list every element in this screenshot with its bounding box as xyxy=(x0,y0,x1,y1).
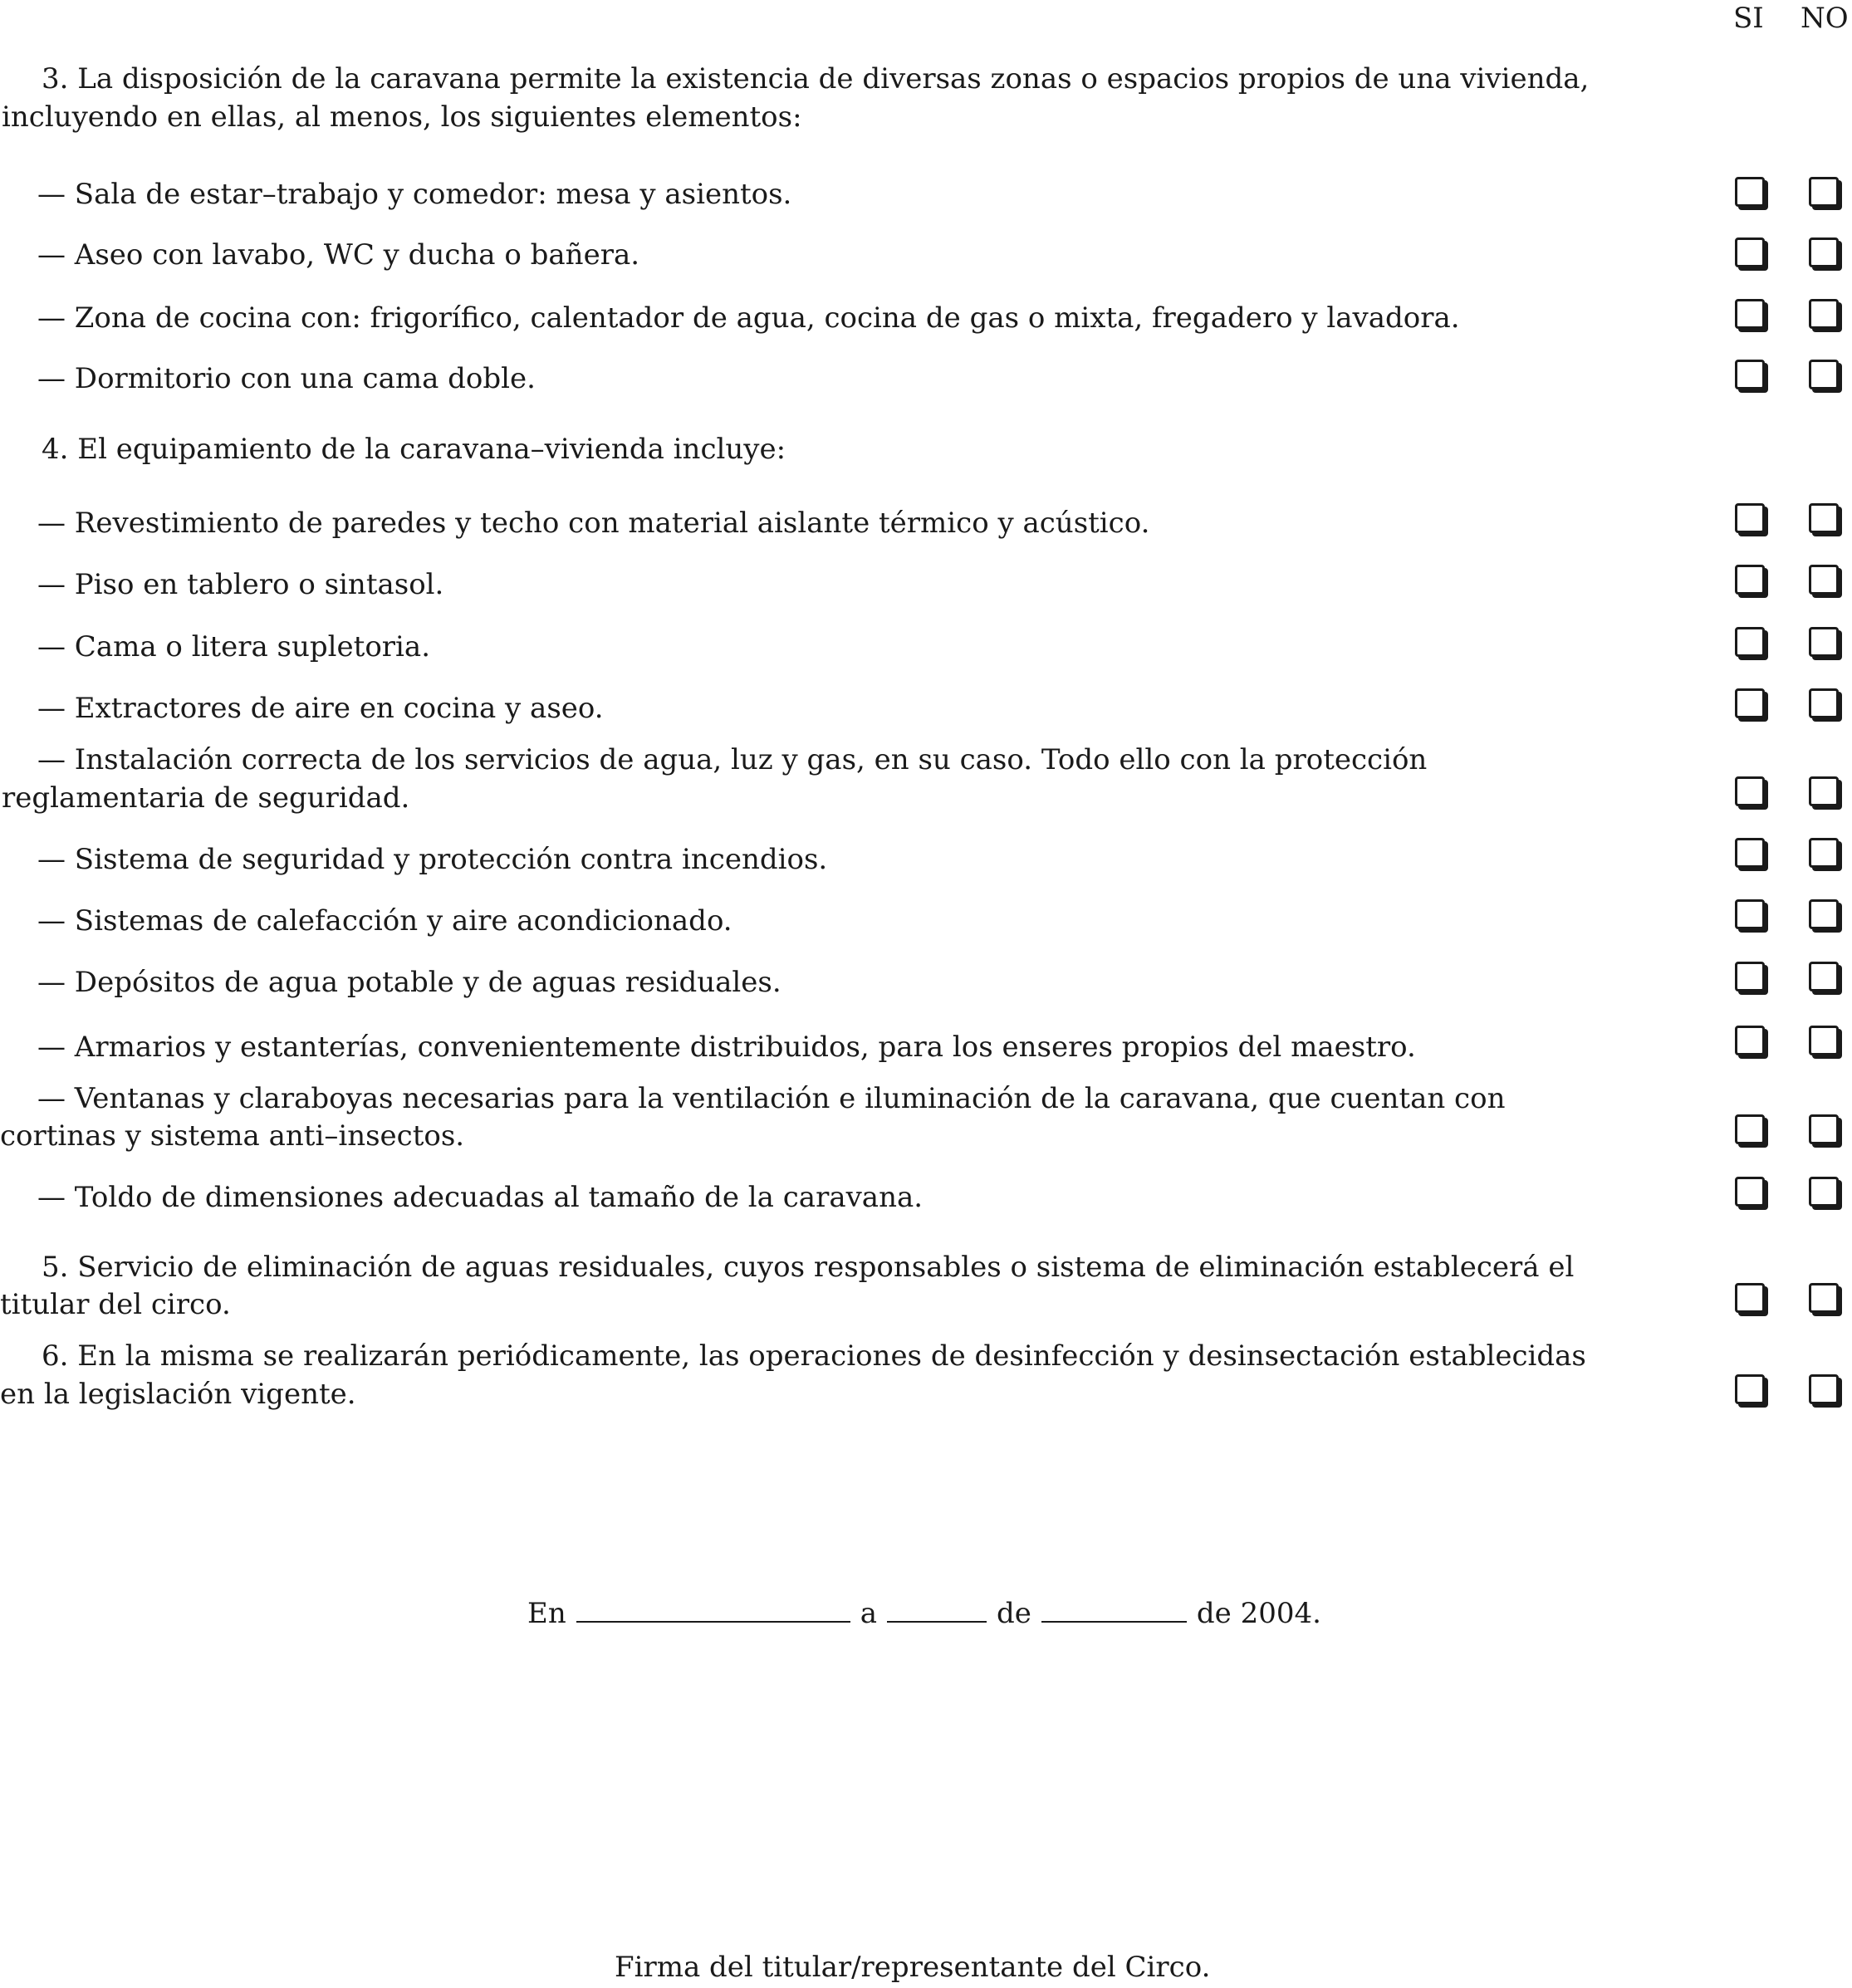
day-blank[interactable] xyxy=(887,1594,987,1623)
month-blank[interactable] xyxy=(1041,1594,1187,1623)
item3-cocina-no-checkbox[interactable] xyxy=(1809,299,1839,329)
item4-ventanas-no-checkbox[interactable] xyxy=(1809,1114,1839,1144)
item3-dormitorio-no-checkbox[interactable] xyxy=(1809,360,1839,389)
item4-toldo-no-checkbox[interactable] xyxy=(1809,1177,1839,1207)
item6-line2: en la legislación vigente. xyxy=(0,1378,356,1411)
item3-aseo-si-checkbox[interactable] xyxy=(1735,237,1765,267)
item4-instalacion-line2: reglamentaria de seguridad. xyxy=(2,781,410,815)
item4-revestimiento-si-checkbox[interactable] xyxy=(1735,503,1765,533)
item3-row-aseo: — Aseo con lavabo, WC y ducha o bañera. xyxy=(37,238,640,272)
item5-si-checkbox[interactable] xyxy=(1735,1283,1765,1313)
item4-armarios-si-checkbox[interactable] xyxy=(1735,1026,1765,1055)
item4-instalacion-line1: — Instalación correcta de los servicios de agua, luz y gas, en su caso. Todo ello con la protección xyxy=(37,743,1428,776)
item3-row-dormitorio: — Dormitorio con una cama doble. xyxy=(37,362,536,395)
item4-depositos-no-checkbox[interactable] xyxy=(1809,962,1839,992)
item3-dormitorio-si-checkbox[interactable] xyxy=(1735,360,1765,389)
date-line xyxy=(527,1594,1321,1633)
item4-piso-si-checkbox[interactable] xyxy=(1735,565,1765,595)
item4-extractores-no-checkbox[interactable] xyxy=(1809,688,1839,718)
item3-sala-no-checkbox[interactable] xyxy=(1809,177,1839,207)
item4-incendios-si-checkbox[interactable] xyxy=(1735,838,1765,868)
place-blank[interactable] xyxy=(576,1594,850,1623)
item4-row-incendios: — Sistema de seguridad y protección contra incendios. xyxy=(37,843,828,876)
item4-ventanas-line2: cortinas y sistema anti–insectos. xyxy=(0,1119,465,1153)
item4-armarios-no-checkbox[interactable] xyxy=(1809,1026,1839,1055)
item4-instalacion-si-checkbox[interactable] xyxy=(1735,776,1765,806)
item4-title: 4. El equipamiento de la caravana–vivienda incluye: xyxy=(42,433,786,466)
item4-row-calefaccion: — Sistemas de calefacción y aire acondicionado. xyxy=(37,904,732,938)
item4-toldo-si-checkbox[interactable] xyxy=(1735,1177,1765,1207)
date-year-label: de 2004. xyxy=(1196,1597,1321,1630)
item4-cama-no-checkbox[interactable] xyxy=(1809,627,1839,657)
item4-ventanas-line1: — Ventanas y claraboyas necesarias para la ventilación e iluminación de la caravana, que cuentan con xyxy=(37,1082,1506,1115)
item4-row-armarios: — Armarios y estanterías, convenientemente distribuidos, para los enseres propios del maestro. xyxy=(37,1031,1416,1064)
item3-aseo-no-checkbox[interactable] xyxy=(1809,237,1839,267)
item4-incendios-no-checkbox[interactable] xyxy=(1809,838,1839,868)
item4-row-cama: — Cama o litera supletoria. xyxy=(37,630,430,663)
column-header-si: SI xyxy=(1733,2,1764,35)
item6-line1: 6. En la misma se realizarán periódicamente, las operaciones de desinfección y desinsectación establecidas xyxy=(42,1339,1586,1373)
item4-row-depositos: — Depósitos de agua potable y de aguas residuales. xyxy=(37,966,781,999)
item4-calefaccion-no-checkbox[interactable] xyxy=(1809,899,1839,929)
item5-no-checkbox[interactable] xyxy=(1809,1283,1839,1313)
item3-line2: incluyendo en ellas, al menos, los siguientes elementos: xyxy=(2,100,802,134)
item6-no-checkbox[interactable] xyxy=(1809,1374,1839,1404)
item4-calefaccion-si-checkbox[interactable] xyxy=(1735,899,1765,929)
item4-row-revestimiento: — Revestimiento de paredes y techo con material aislante térmico y acústico. xyxy=(37,507,1150,540)
item3-sala-si-checkbox[interactable] xyxy=(1735,177,1765,207)
item4-cama-si-checkbox[interactable] xyxy=(1735,627,1765,657)
item4-piso-no-checkbox[interactable] xyxy=(1809,565,1839,595)
item6-si-checkbox[interactable] xyxy=(1735,1374,1765,1404)
item4-revestimiento-no-checkbox[interactable] xyxy=(1809,503,1839,533)
item4-instalacion-no-checkbox[interactable] xyxy=(1809,776,1839,806)
column-header-no: NO xyxy=(1801,2,1849,35)
date-de-label: de xyxy=(997,1597,1031,1630)
item5-line1: 5. Servicio de eliminación de aguas residuales, cuyos responsables o sistema de eliminación establecerá el xyxy=(42,1251,1575,1284)
item5-line2: titular del circo. xyxy=(0,1288,231,1321)
item4-row-piso: — Piso en tablero o sintasol. xyxy=(37,568,444,601)
item4-row-toldo: — Toldo de dimensiones adecuadas al tamaño de la caravana. xyxy=(37,1181,924,1214)
signature-label: Firma del titular/representante del Circo. xyxy=(615,1951,1211,1984)
date-a-label: a xyxy=(860,1597,877,1630)
item4-ventanas-si-checkbox[interactable] xyxy=(1735,1114,1765,1144)
item3-line1: 3. La disposición de la caravana permite la existencia de diversas zonas o espacios propios de una vivienda, xyxy=(42,62,1590,95)
date-en-label: En xyxy=(527,1597,566,1630)
item4-depositos-si-checkbox[interactable] xyxy=(1735,962,1765,992)
item3-row-cocina: — Zona de cocina con: frigorífico, calentador de agua, cocina de gas o mixta, fregadero y lavadora. xyxy=(37,301,1460,335)
item4-extractores-si-checkbox[interactable] xyxy=(1735,688,1765,718)
item3-cocina-si-checkbox[interactable] xyxy=(1735,299,1765,329)
item3-row-sala: — Sala de estar–trabajo y comedor: mesa y asientos. xyxy=(37,178,792,211)
item4-row-extractores: — Extractores de aire en cocina y aseo. xyxy=(37,692,604,725)
